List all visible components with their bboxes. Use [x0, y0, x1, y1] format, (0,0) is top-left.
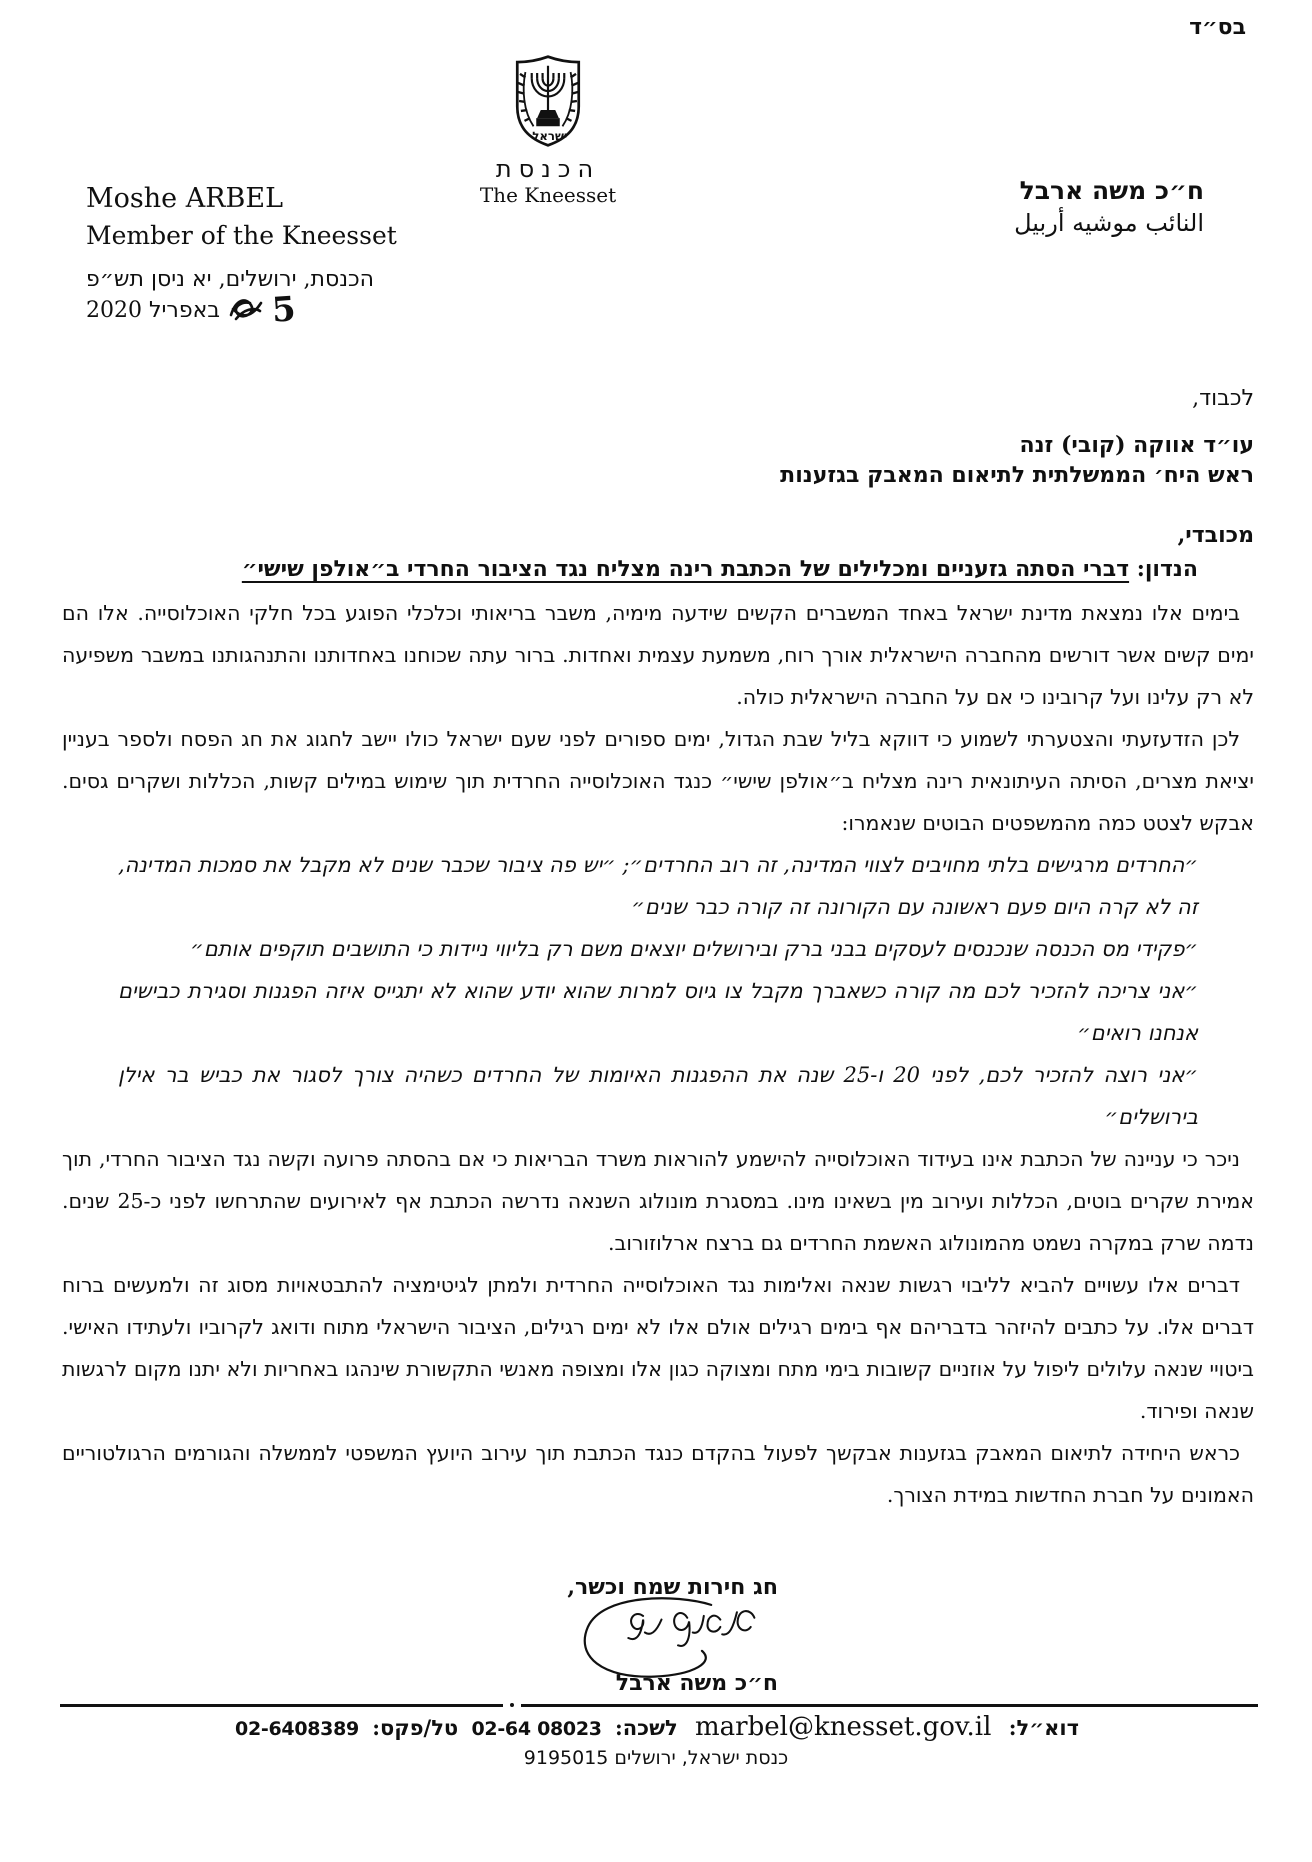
closing-block — [528, 1574, 778, 1696]
paragraph-4: דברים אלו עשויים להביא לליבוי רגשות שנאה ואלימות נגד האוכלוסייה החרדית ולמתן לגיטימציה להתבטאויות מסוג זה ולמעשים ברוח דברים אלו. על כתבים להיזהר בדבריהם אף בימים רגילים אולם אלו לא ימים רגילים, הציבור הישראלי מתוח ודואג לקרוביו ולעתידו האישי. ביטויי שנאה עלולים ליפול על אוזניים קשובות בימי מתח ומצוקה כגון אלו ומצופה מאנשי התקשורת שינהגו באחריות ולא יתנו מקום לרגשות שנאה ופירוד. — [62, 1273, 1254, 1423]
office-phone: 02-64 08023 — [471, 1718, 602, 1740]
email-address: marbel@knesset.gov.il — [695, 1712, 992, 1742]
office-label: לשכה: — [615, 1715, 678, 1740]
knesset-emblem-icon — [512, 54, 584, 148]
subject-text: דברי הסתה גזעניים ומכלילים של הכתבת רינה מצליח נגד הציבור החרדי ב״אולפן שישי״ — [241, 556, 1130, 582]
emblem-caption-english: The Kneesset — [479, 183, 617, 207]
handwritten-day: 5 — [270, 289, 298, 331]
addressee-title: ראש היח׳ הממשלתית לתיאום המאבק בגזענות — [780, 462, 1254, 488]
subject-line — [62, 556, 1254, 582]
footer-contact-line — [0, 1712, 1312, 1742]
greeting: מכובדי, — [1177, 522, 1254, 548]
svg-text:ישראל: ישראל — [532, 128, 568, 143]
letter-body — [62, 592, 1254, 1516]
mk-name-ar: النائب موشيه أربيل — [1014, 209, 1204, 237]
telfax-number: 02-6408389 — [235, 1718, 359, 1740]
mk-name-en: Moshe ARBEL — [86, 183, 284, 214]
paragraph-5: כראש היחידה לתיאום המאבק בגזענות אבקשך לפעול בהקדם כנגד הכתבת תוך עירוב היועץ המשפטי לממשלה והגורמים הרגולטוריים האמונים על חברת החדשות במידת הצורך. — [62, 1441, 1254, 1507]
date-block — [86, 264, 375, 331]
letterhead — [468, 54, 628, 207]
paragraph-2: לכן הזדעזעתי והצטערתי לשמוע כי דווקא בליל שבת הגדול, ימים ספורים לפני שעם ישראל כולו יישב לחגוג את חג הפסח ולספר בעניין יציאת מצרים, הסיתה העיתונאית רינה מצליח ב״אולפן שישי״ כנגד האוכלוסייה החרדית תוך שימוש במילים קשות, הכללות ושקרים גסים. אבקש לצטט כמה מהמשפטים הבוטים שנאמרו: — [62, 727, 1254, 835]
paragraph-1: בימים אלו נמצאת מדינת ישראל באחד המשברים הקשים שידעה מימיה, משבר בריאותי וכלכלי הפוגע בכל חלקי האוכלוסייה. אלו הם ימים קשים אשר דורשים מהחברה הישראלית אורך רוח, משמעת עצמית ואחדות. ברור עתה שכוחנו באחדותנו והתנהגותנו במשבר משפיעה לא רק עלינו ועל קרובינו כי אם על החברה הישראלית כולה. — [62, 601, 1254, 709]
mk-name-hebrew-block — [1014, 176, 1204, 237]
mk-name-english-block — [86, 180, 397, 254]
subject-label: הנדון: — [1136, 556, 1198, 582]
closing-wish: חג חירות שמח וכשר, — [567, 1574, 778, 1600]
quote-4: ״אני רוצה להזכיר לכם, לפני 20 ו-25 שנה את ההפגנות האיומות של החרדים כשהיה צורך לסגור את כביש בר אילן בירושלים״ — [118, 1063, 1198, 1129]
scribble-mark — [228, 295, 264, 323]
mk-name-he: ח״כ משה ארבל — [1019, 176, 1204, 205]
signer-name: ח״כ משה ארבל — [615, 1670, 778, 1696]
footer-address-line: כנסת ישראל, ירושלים 9195015 — [523, 1747, 789, 1769]
besed-mark: בס״ד — [1189, 14, 1246, 40]
addressee-block — [780, 384, 1254, 490]
paragraph-3: ניכר כי עניינה של הכתבת אינו בעידוד האוכלוסייה להישמע להוראות משרד הבריאות כי אם בהסתה פרועה וקשה נגד הציבור החרדי, תוך אמירת שקרים בוטים, הכללות ועירוב מין בשאינו מינו. במסגרת מונולוג השנאה נדרשה הכתבת אף לאירועים שהתרחשו לפני כ-25 שנים. נדמה שרק במקרה נשמט מהמונולוג האשמת החרדים גם ברצח ארלוזורוב. — [62, 1147, 1254, 1255]
quote-1: ״החרדים מרגישים בלתי מחויבים לצווי המדינה, זה רוב החרדים״; ״יש פה ציבור שכבר שנים לא מקבל את סמכות המדינה, זה לא קרה היום פעם ראשונה עם הקורונה זה קורה כבר שנים״ — [118, 853, 1198, 919]
salutation: לכבוד, — [1192, 386, 1254, 411]
footer-divider — [60, 1703, 1258, 1707]
date-line-hebrew: הכנסת, ירושלים, יא ניסן תש״פ — [86, 267, 375, 292]
date-line-gregorian — [86, 289, 374, 331]
quote-2: ״פקידי מס הכנסה שנכנסים לעסקים בבני ברק ובירושלים יוצאים משם רק בליווי ניידות כי התושבים תוקפים אותם״ — [190, 937, 1198, 961]
addressee-name: עו״ד אווקה (קובי) זנה — [1019, 432, 1254, 458]
mk-title-en: Member of the Kneesset — [86, 221, 397, 250]
footer — [0, 1712, 1312, 1769]
telfax-label: טל/פקס: — [372, 1715, 459, 1740]
emblem-caption-hebrew: הכנסת — [495, 155, 601, 183]
date-month-year: באפריל 2020 — [86, 298, 220, 323]
email-label: דוא״ל: — [1008, 1715, 1079, 1740]
quote-3: ״אני צריכה להזכיר לכם מה קורה כשאברך מקבל צו גיוס למרות שהוא יודע שהוא לא יתגייס איזה הפגנות וסגירת כבישים אנחנו רואים״ — [118, 979, 1198, 1045]
